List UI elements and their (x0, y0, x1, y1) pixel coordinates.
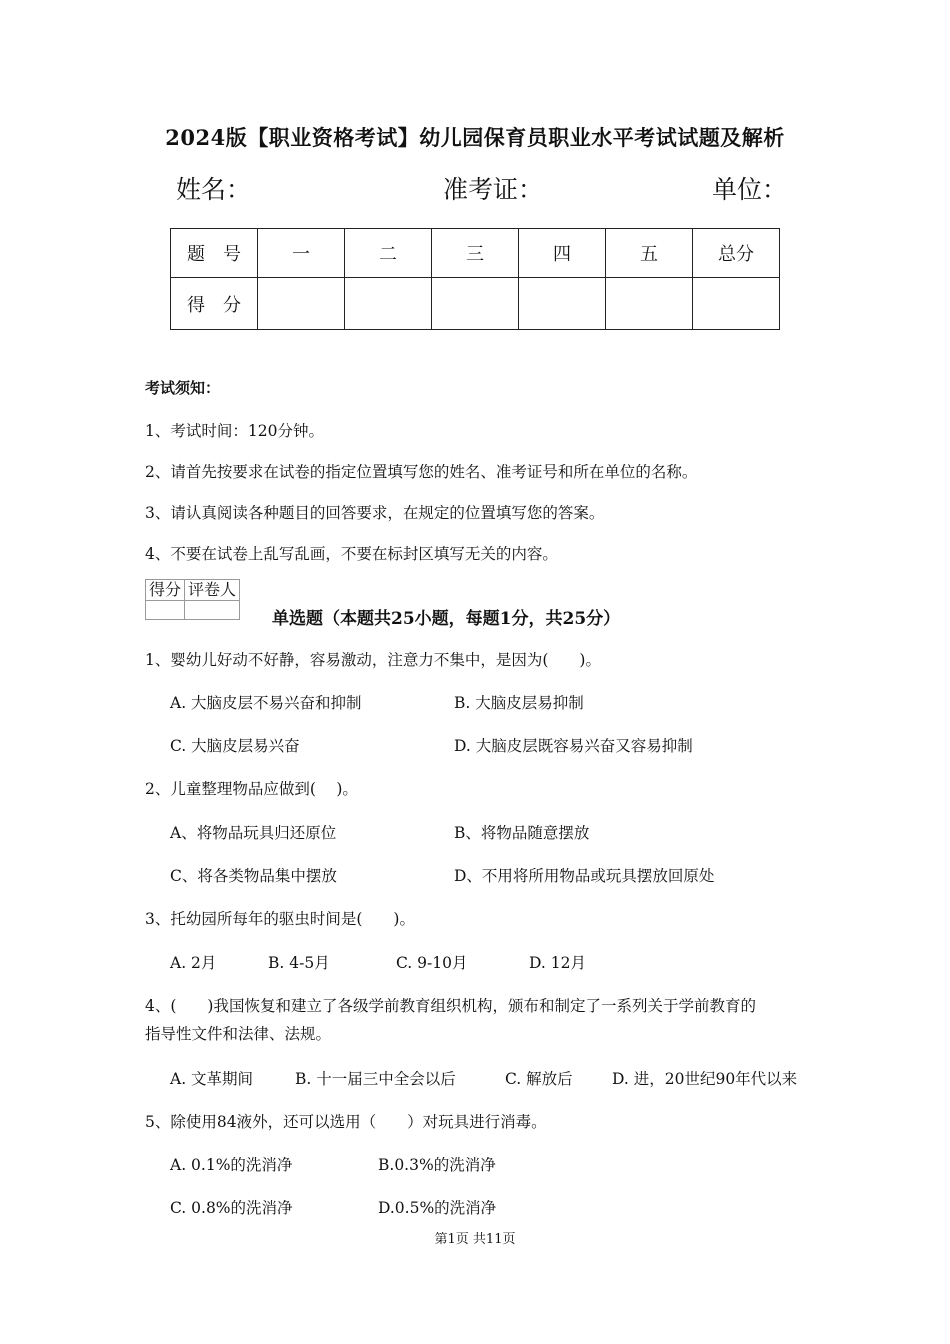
score-header-cell: 一 (258, 229, 345, 278)
question-option[interactable]: B、将物品随意摆放 (454, 824, 590, 842)
score-table-score-row (171, 278, 780, 330)
grader-score-label: 得分 (146, 580, 185, 601)
name-label: 姓名： (176, 175, 252, 204)
page-title: 2024版【职业资格考试】幼儿园保育员职业水平考试试题及解析 (165, 125, 785, 150)
question-option[interactable]: C. 9-10月 (396, 954, 468, 972)
question-option[interactable]: D. 12月 (529, 954, 586, 972)
question-option[interactable]: C. 0.8%的洗消净 (170, 1199, 293, 1217)
score-table-header-row (171, 229, 780, 278)
question-option[interactable]: D. 大脑皮层既容易兴奋又容易抑制 (454, 737, 693, 755)
section-title: 单选题（本题共25小题，每题1分，共25分） (272, 609, 621, 629)
notice-item: 3、请认真阅读各种题目的回答要求，在规定的位置填写您的答案。 (145, 504, 605, 522)
question-option[interactable]: A. 2月 (170, 954, 217, 972)
notice-item: 2、请首先按要求在试卷的指定位置填写您的姓名、准考证号和所在单位的名称。 (145, 463, 698, 481)
grader-name-label: 评卷人 (185, 580, 240, 601)
notice-heading: 考试须知： (145, 379, 221, 397)
score-row-label: 得 分 (171, 278, 258, 330)
question-stem: 5、除使用84液外，还可以选用（ ）对玩具进行消毒。 (145, 1113, 547, 1131)
question-option[interactable]: B. 大脑皮层易抑制 (454, 694, 584, 712)
score-header-cell: 总分 (693, 229, 780, 278)
question-stem-continued: 指导性文件和法律、法规。 (145, 1025, 332, 1043)
score-header-cell: 二 (345, 229, 432, 278)
question-option[interactable]: A. 文革期间 (170, 1070, 254, 1088)
score-header-cell: 四 (519, 229, 606, 278)
score-cell[interactable] (606, 278, 693, 330)
notice-item: 4、不要在试卷上乱写乱画，不要在标封区填写无关的内容。 (145, 545, 558, 563)
question-stem: 1、婴幼儿好动不好静，容易激动，注意力不集中，是因为( )。 (145, 651, 601, 669)
question-option[interactable]: B. 4-5月 (268, 954, 330, 972)
page-footer: 第1页 共11页 (434, 1232, 516, 1247)
question-option[interactable]: A. 0.1%的洗消净 (170, 1156, 293, 1174)
grader-name-cell[interactable] (185, 601, 240, 620)
question-stem: 3、托幼园所每年的驱虫时间是( )。 (145, 910, 415, 928)
notice-item: 1、考试时间：120分钟。 (145, 422, 324, 440)
score-cell[interactable] (432, 278, 519, 330)
question-option[interactable]: C. 解放后 (505, 1070, 573, 1088)
question-option[interactable]: D、不用将所用物品或玩具摆放回原处 (454, 867, 715, 885)
score-cell[interactable] (693, 278, 780, 330)
question-option[interactable]: D.0.5%的洗消净 (378, 1199, 497, 1217)
question-option[interactable]: C. 大脑皮层易兴奋 (170, 737, 300, 755)
unit-label: 单位： (712, 175, 788, 204)
score-header-cell: 题 号 (171, 229, 258, 278)
score-table (170, 228, 780, 330)
score-cell[interactable] (345, 278, 432, 330)
question-stem: 2、儿童整理物品应做到( )。 (145, 780, 358, 798)
grader-score-cell[interactable] (146, 601, 185, 620)
score-header-cell: 三 (432, 229, 519, 278)
question-option[interactable]: A. 大脑皮层不易兴奋和抑制 (170, 694, 362, 712)
exam-id-label: 准考证： (443, 175, 544, 204)
question-option[interactable]: B. 十一届三中全会以后 (295, 1070, 456, 1088)
score-cell[interactable] (519, 278, 606, 330)
question-option[interactable]: D. 进，20世纪90年代以来 (612, 1070, 798, 1088)
grader-box (145, 579, 240, 620)
score-cell[interactable] (258, 278, 345, 330)
question-option[interactable]: A、将物品玩具归还原位 (170, 824, 337, 842)
question-option[interactable]: B.0.3%的洗消净 (378, 1156, 496, 1174)
score-header-cell: 五 (606, 229, 693, 278)
question-option[interactable]: C、将各类物品集中摆放 (170, 867, 337, 885)
question-stem: 4、( )我国恢复和建立了各级学前教育组织机构，颁布和制定了一系列关于学前教育的 (145, 997, 756, 1015)
